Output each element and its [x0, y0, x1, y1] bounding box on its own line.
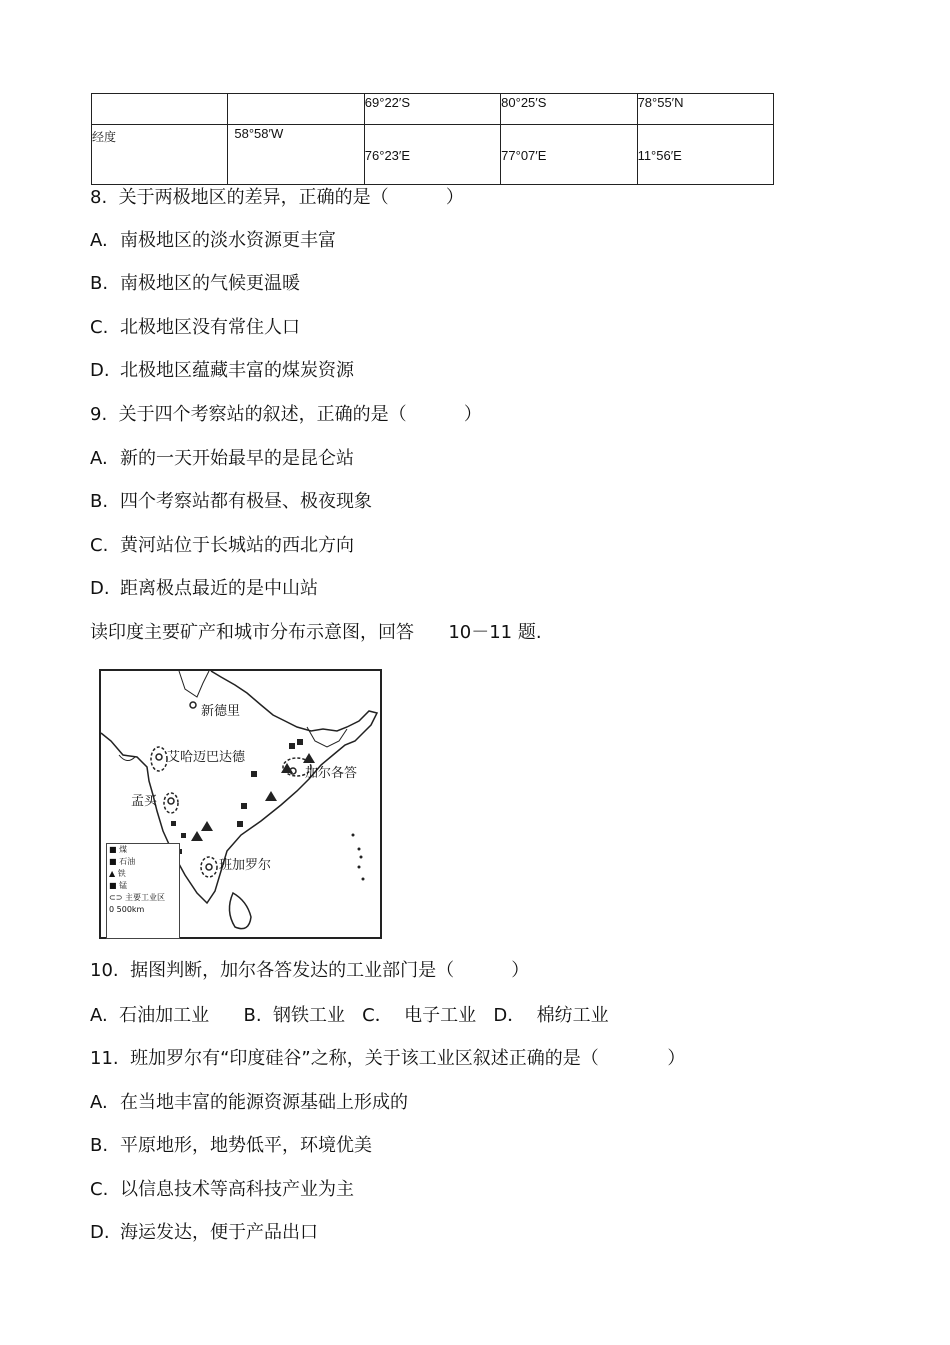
table-cell: 78°55′N	[637, 94, 773, 125]
map-label-kolkata: 加尔各答	[305, 766, 358, 781]
question-8-option-b: B. 南极地区的气候更温暖	[90, 273, 300, 294]
question-9-option-c: C. 黄河站位于长城站的西北方向	[90, 535, 354, 556]
map-label-bangalore: 班加罗尔	[219, 858, 272, 873]
table-cell: 80°25′S	[501, 94, 637, 125]
question-11-stem: 11. 班加罗尔有“印度硅谷”之称，关于该工业区叙述正确的是（ ）	[90, 1048, 686, 1069]
question-11-option-d: D. 海运发达，便于产品出口	[90, 1222, 318, 1243]
question-9-option-a: A. 新的一天开始最早的是昆仑站	[90, 448, 354, 469]
station-coordinates-table	[91, 93, 774, 185]
table-cell: 58°58′W	[228, 125, 364, 185]
map-label-ahmedabad: 艾哈迈巴达德	[167, 750, 246, 765]
question-11-option-c: C. 以信息技术等高科技产业为主	[90, 1179, 354, 1200]
question-11-option-b: B. 平原地形，地势低平，环境优美	[90, 1135, 372, 1156]
india-minerals-map	[99, 669, 382, 939]
map-intro: 读印度主要矿产和城市分布示意图，回答 10－11 题.	[90, 622, 542, 643]
legend-item-manganese: ■ 锰	[109, 881, 128, 890]
question-8-option-a: A. 南极地区的淡水资源更丰富	[90, 230, 336, 251]
question-11-option-a: A. 在当地丰富的能源资源基础上形成的	[90, 1092, 408, 1113]
question-9-option-b: B. 四个考察站都有极昼、极夜现象	[90, 491, 372, 512]
legend-item-oil: ■ 石油	[109, 857, 136, 866]
table-row	[92, 125, 774, 185]
table-cell: 11°56′E	[637, 125, 773, 185]
legend-item-iron: ▲ 铁	[109, 869, 126, 878]
map-label-delhi: 新德里	[201, 704, 241, 719]
question-8-option-c: C. 北极地区没有常住人口	[90, 317, 300, 338]
legend-item-coal: ■ 煤	[109, 845, 128, 854]
table-row	[92, 94, 774, 125]
question-9-stem: 9. 关于四个考察站的叙述，正确的是（ ）	[90, 404, 482, 425]
question-8-option-d: D. 北极地区蕴藏丰富的煤炭资源	[90, 360, 354, 381]
question-10-options: A. 石油加工业 B. 钢铁工业 C． 电子工业 D． 棉纺工业	[90, 1005, 609, 1026]
question-10-stem: 10. 据图判断，加尔各答发达的工业部门是（ ）	[90, 960, 530, 981]
table-cell: 76°23′E	[364, 125, 500, 185]
table-row-label: 经度	[92, 125, 228, 185]
table-cell: 77°07′E	[501, 125, 637, 185]
table-cell: 69°22′S	[364, 94, 500, 125]
legend-item-industrial-zone: ⊂⊃ 主要工业区	[109, 893, 165, 902]
question-8-stem: 8. 关于两极地区的差异，正确的是（ ）	[90, 187, 464, 208]
table-cell	[228, 94, 364, 125]
map-label-mumbai: 孟买	[131, 794, 158, 809]
question-9-option-d: D. 距离极点最近的是中山站	[90, 578, 318, 599]
map-legend	[106, 843, 180, 939]
table-cell	[92, 94, 228, 125]
legend-scale: 0 500km	[109, 905, 145, 914]
